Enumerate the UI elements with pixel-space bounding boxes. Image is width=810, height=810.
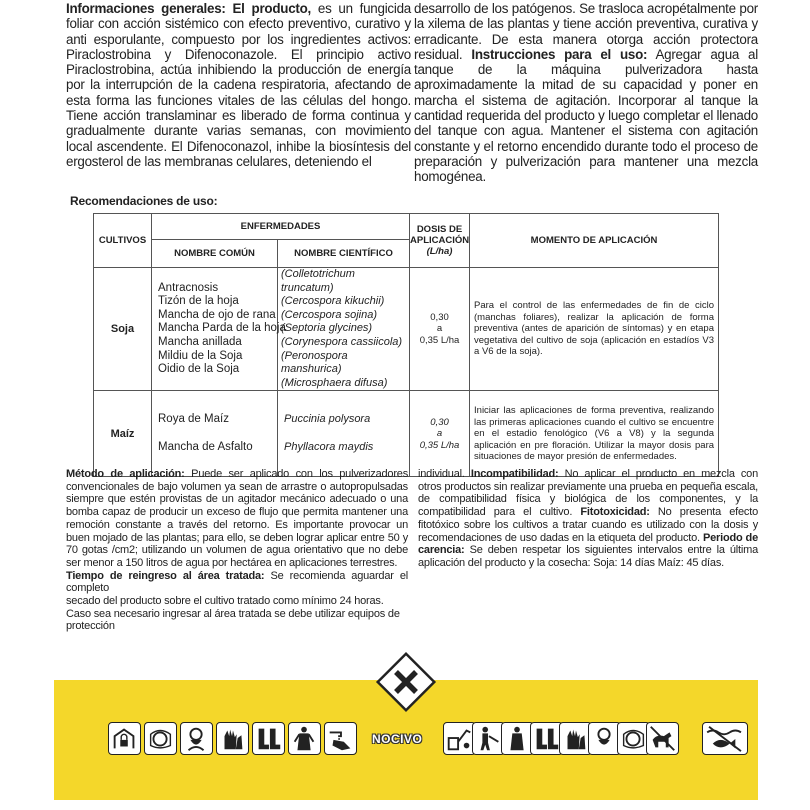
header-momento: MOMENTO DE APLICACIÓN	[470, 214, 719, 268]
instructions-body: Agregar agua al tanque de la máquina pulverizadora hasta aproximadamente la mitad de su capacidad y poner en marcha el sistema de agitación. Incorporar al tanque la cantidad requerida del producto y luego completar el llenado del tanque con agua. Mantener el sistema con agitación constante y el retorno encendido durante todo el proceso de preparación y pulverización para mantener una mezcla homogénea.	[414, 46, 758, 185]
table-row	[94, 268, 719, 391]
reentry-heading: Tiempo de reingreso al área tratada:	[66, 569, 265, 582]
scientific-names-cell: Puccinia polysora Phyllacora maydis	[278, 391, 410, 477]
general-info-column	[66, 1, 411, 169]
crop-cell: Soja	[94, 268, 152, 391]
incompatibility-body: No aplicar el producto en mezcla con otros productos sin realizar previamente una prueba en pequeña escala, de compatibilidad física y biológica de los componentes, y la compatibilidad para el cultivo.	[418, 468, 758, 519]
nocivo-label: NOCIVO	[372, 732, 423, 746]
reentry-continued: individual.	[418, 468, 471, 480]
store-locked-icon	[108, 722, 141, 755]
reentry-body: Se recomienda aguardar el completo	[66, 569, 408, 595]
reentry-body-continued: secado del producto sobre el cultivo tratado como mínimo 24 horas. Caso sea necesario ingresar al área tratada se debe utilizar equipos de protección	[66, 595, 400, 633]
phytotoxicity-body: No presenta efecto fitotóxico sobre los cultivos a tratar cuando es utilizado con la dosis y recomendaciones de uso dadas en la etiqueta del producto.	[418, 506, 758, 544]
method-body: Puede ser aplicado con los pulverizadores convencionales de bajo volumen ya sean de arrastre o autopropulsadas siempre que estén provistas de un agitador mecánico adecuado o una bomba capaz de producir un exceso de flujo que permita mantener una remoción constante a través del retorno. Es importante provocar un buen mojado de las plantas; para ello, se deben lograr aplicar entre 50 y 70 gotas /cm2; utilizando un volumen de agua orientativo que no debe ser menor a 150 litros de agua por hectárea en aplicaciones terrestres.	[66, 468, 409, 569]
danger-animals-icon	[646, 722, 679, 755]
moment-cell: Iniciar las aplicaciones de forma preventiva, realizando las primeras aplicaciones cuando el cultivo se encuentre en el estadio fenológico (V6 a V8) y la segunda aplicación en pre floración. Utilizar la mayor dosis para situaciones de mayor presión de enfermedades.	[470, 391, 719, 477]
scientific-names-cell: (Colletotrichum truncatum) (Cercospora kikuchii) (Cercospora sojina) (Septoria glycines) (Corynespora cassiicola) (Peronospora manshurica) (Microsphaera difusa)	[278, 268, 410, 391]
incompatibility-heading: Incompatibilidad:	[470, 468, 559, 480]
common-names-cell: Antracnosis Tizón de la hoja Mancha de ojo de rana Mancha Parda de la hoja Mancha anillada Mildiu de la Soja Oidio de la Soja	[152, 268, 278, 391]
withdrawal-heading: Periodo de carencia:	[418, 531, 758, 557]
method-heading: Método de aplicación:	[66, 468, 185, 480]
general-heading: Informaciones generales: El producto,	[66, 1, 311, 16]
recommendations-title: Recomendaciones de uso:	[70, 194, 218, 208]
usage-column	[414, 1, 758, 185]
boots-icon	[252, 722, 285, 755]
header-dosis: DOSIS DE APLICACIÓN (L/ha)	[410, 214, 470, 268]
face-shield-icon	[144, 722, 177, 755]
withdrawal-body: Se deben respetar los siguientes intervalos entre la última aplicación del producto y la cosecha: Soja: 14 días Maíz: 45 días.	[418, 544, 758, 569]
respirator-icon	[180, 722, 213, 755]
crop-cell: Maíz	[94, 391, 152, 477]
header-cultivos: CULTIVOS	[94, 214, 152, 268]
dose-cell: 0,30 a 0,35 L/ha	[410, 391, 470, 477]
dose-cell: 0,30 a 0,35 L/ha	[410, 268, 470, 391]
wash-hands-icon	[324, 722, 357, 755]
apron-icon	[288, 722, 321, 755]
header-nombre-cientifico: NOMBRE CIENTÍFICO	[278, 240, 410, 268]
phytotoxicity-heading: Fitotoxicidad:	[580, 506, 650, 519]
compatibility-column	[418, 468, 758, 570]
danger-fish-icon	[702, 722, 748, 755]
common-names-cell: Roya de Maíz Mancha de Asfalto	[152, 391, 278, 477]
instructions-heading: Instrucciones para el uso:	[471, 46, 648, 62]
general-body-continued: desarrollo de los patógenos. Se trasloca acropétalmente por la xilema de las plantas y tiene acción preventiva, curativa y erradicante. De esta manera otorga acción protectora residual.	[414, 1, 758, 62]
moment-cell: Para el control de las enfermedades de fin de ciclo (manchas foliares), realizar la aplicación de forma preventiva (antes de aparición de síntomas) y en etapa vegetativa del cultivo de soja (aplicación en estadíos V3 a V6 de la soja).	[470, 268, 719, 391]
header-enfermedades: ENFERMEDADES	[152, 214, 410, 240]
general-body: es un fungicida foliar con acción sistémico con efecto preventivo, curativo y anti esporulante, compuesto por los ingredientes activos: Piraclostrobina y Difenoconazole. El principio activo Piraclostrobina, actúa inhibiendo la producción de energía por la interrupción de la cadena respiratoria, afectando de esta forma las funciones vitales de las células del hongo. Tiene acción translaminar es liberado de forma continua y gradualmente durante varias semanas, con movimiento local ascendente. El Difenoconazol, inhibe la biosíntesis del ergosterol de las membranas celulares, deteniendo el	[66, 1, 411, 169]
harmful-x-icon	[375, 651, 437, 713]
application-method-column	[66, 468, 408, 633]
table-row	[94, 391, 719, 477]
recommendations-table	[93, 213, 719, 477]
header-nombre-comun: NOMBRE COMÚN	[152, 240, 278, 268]
gloves-icon	[216, 722, 249, 755]
